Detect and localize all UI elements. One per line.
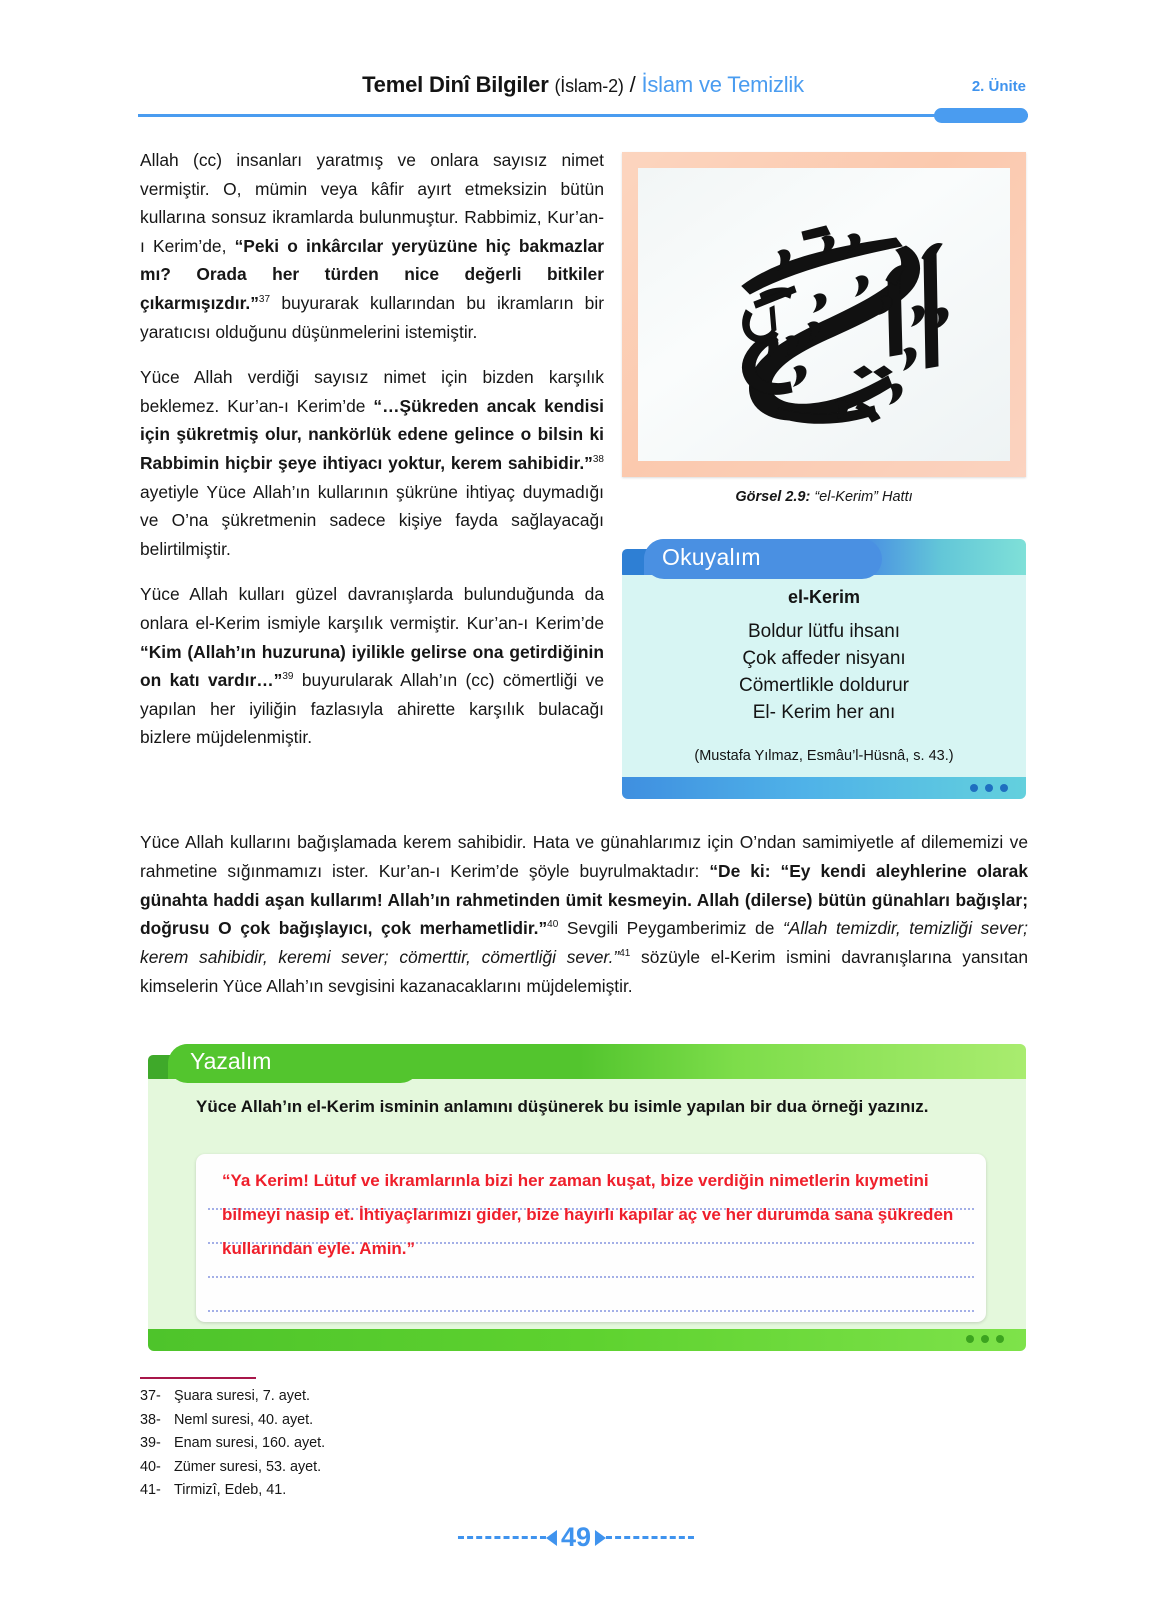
- title-section: İslam ve Temizlik: [641, 72, 804, 97]
- footnote-number: 37-: [140, 1388, 161, 1404]
- yazalim-answer-card[interactable]: [196, 1154, 986, 1322]
- okuyalim-dots: [970, 784, 1008, 792]
- okuyalim-bottombar: [622, 777, 1026, 799]
- footer-arrow-left-icon: [546, 1530, 557, 1546]
- p3-pre: Yüce Allah kulları güzel davranışlarda bulunduğunda da onlara el-Kerim ismiyle karşılık vermiştir. Kur’an-ı Kerim’de: [140, 584, 604, 633]
- okuyalim-poem-line: Boldur lütfu ihsanı: [747, 621, 901, 642]
- p4-part3: sözüyle el-Kerim ismini davranışlarına yansıtan kimselerin Yüce Allah’ın sevgisini kazanacaklarını müjdelemiştir.: [140, 947, 1028, 996]
- p1-pre: Allah (cc) insanları yaratmış ve onlara sayısız nimet vermiştir. O, mümin veya kâfir ayırt etmeksizin bütün kullarına sonsuz ikramlarda bulunmuştur. Rabbimiz, Kur’an-ı Kerim’de,: [140, 150, 604, 256]
- yazalim-box: [148, 1036, 1026, 1356]
- yazalim-prompt: Yüce Allah’ın el-Kerim isminin anlamını düşünerek bu isimle yapılan bir dua örneği yazınız.: [196, 1097, 929, 1116]
- p3-post: buyurularak Allah’ın (cc) cömertliği ve yapılan her iyiliğin fazlasıyla ahirette karşılık bulacağı bizlere müjdelenmiştir.: [140, 670, 604, 748]
- p4-part1: Yüce Allah kullarını bağışlamada kerem sahibidir. Hata ve günahlarımız için O’ndan samimiyetle af dilememizi ve rahmetine sığınmamızı ister. Kur’an-ı Kerim’de şöyle buyrulmaktadır:: [140, 832, 1028, 881]
- p4-footnote-marker-1: 40: [547, 919, 559, 931]
- yazalim-bottombar: [148, 1329, 1026, 1351]
- paragraph-2: [140, 363, 604, 563]
- figure-caption-text: “el-Kerim” Hattı: [810, 489, 913, 505]
- p2-footnote-marker: 38: [592, 454, 604, 466]
- paragraph-4: [140, 828, 1028, 1001]
- title-separator: /: [629, 72, 636, 97]
- okuyalim-source: (Mustafa Yılmaz, Esmâu’l-Hüsnâ, s. 43.): [694, 748, 954, 764]
- footnote-number: 41-: [140, 1482, 161, 1498]
- footnote-item: [140, 1479, 640, 1503]
- footnote-text: Zümer suresi, 53. ayet.: [174, 1458, 322, 1475]
- unit-label: 2. Ünite: [971, 78, 1026, 95]
- body-left-column: [140, 146, 604, 769]
- footnote-number: 39-: [140, 1435, 161, 1451]
- page-footer: [0, 1524, 1152, 1566]
- footnote-text: Şuara suresi, 7. ayet.: [174, 1388, 310, 1404]
- okuyalim-box: [622, 531, 1026, 799]
- okuyalim-title: el-Kerim: [787, 587, 861, 607]
- footnote-text: Tirmizî, Edeb, 41.: [174, 1482, 287, 1498]
- page-number: 49: [560, 1522, 592, 1552]
- footnote-number: 38-: [140, 1411, 161, 1428]
- footnote-item: [140, 1385, 640, 1409]
- header-rule: [138, 114, 1028, 117]
- p2-pre: Yüce Allah verdiği sayısız nimet için bizden karşılık beklemez. Kur’an-ı Kerim’de: [140, 367, 604, 416]
- p1-quote: “Peki o inkârcılar yeryüzüne hiç bakmazlar mı? Orada her türden nice değerli bitkiler çıkarmışızdır.”: [140, 235, 604, 313]
- page-title: [138, 72, 1028, 98]
- header-pill: [934, 108, 1028, 123]
- title-subtitle: (İslam-2): [554, 76, 624, 96]
- footnotes-list: [140, 1385, 640, 1503]
- footnote-number: 40-: [140, 1458, 161, 1475]
- footer-arrow-right-icon: [595, 1530, 606, 1546]
- p2-post: ayetiyle Yüce Allah’ın kullarının şükrüne ihtiyaç duymadığı ve O’na şükretmenin sadece kişiye fayda sağlayacağı belirtilmiştir.: [140, 481, 604, 559]
- calligraphy-icon: [674, 190, 974, 440]
- okuyalim-poem-line: El- Kerim her anı: [752, 702, 896, 723]
- p3-quote: “Kim (Allah’ın huzuruna) iyilikle gelirse ona getirdiğinin on katı vardır…”: [140, 641, 604, 691]
- footnote-text: Enam suresi, 160. ayet.: [174, 1435, 326, 1451]
- p4-part2: Sevgili Peygamberimiz de: [558, 918, 783, 939]
- yazalim-answer-text[interactable]: “Ya Kerim! Lütuf ve ikramlarınla bizi her zaman kuşat, bize verdiğin nimetlerin kıymetini bilmeyi nasip et. İhtiyaçlarımızı gider, bize hayırlı kapılar aç ve her durumda sana şükreden kullarından eyle. Amin.”: [222, 1171, 954, 1258]
- p2-quote: “…Şükreden ancak kendisi için şükretmiş olur, nankörlük edene gelince o bilsin ki Rabbimin hiçbir şeye ihtiyacı yoktur, kerem sahibidir.”: [140, 395, 604, 473]
- figure-image: [622, 152, 1026, 477]
- p1-post: buyurarak kullarından bu ikramların bir yaratıcısı olduğunu düşünmelerini istemiştir.: [140, 292, 604, 342]
- page-header: [138, 72, 1028, 120]
- footer-dash-right: [606, 1536, 694, 1539]
- p4-footnote-marker-2: 41: [619, 948, 631, 960]
- okuyalim-poem-line: Cömertlikle doldurur: [738, 675, 909, 696]
- p4-hadith: “Allah temizdir, temizliği sever; kerem sahibidir, keremi sever; cömerttir, cömertliği sever.”: [140, 918, 1028, 968]
- footnote-item: [140, 1432, 640, 1456]
- figure-caption: [622, 489, 1026, 505]
- p3-footnote-marker: 39: [282, 671, 294, 683]
- paragraph-3: [140, 580, 604, 752]
- footnote-text: Neml suresi, 40. ayet.: [174, 1411, 314, 1428]
- figure-caption-label: Görsel 2.9:: [735, 489, 811, 505]
- footnote-item: [140, 1456, 640, 1480]
- okuyalim-poem-line: Çok affeder nisyanı: [742, 648, 906, 669]
- footer-dash-left: [458, 1536, 546, 1539]
- okuyalim-body: [622, 575, 1026, 777]
- okuyalim-tab-label: Okuyalım: [662, 544, 761, 570]
- yazalim-dots: [966, 1335, 1004, 1343]
- p1-footnote-marker: 37: [258, 294, 271, 306]
- body-full-width: [140, 828, 1028, 1001]
- paragraph-1: [140, 146, 604, 346]
- page-number-wrap: [458, 1524, 694, 1551]
- title-main: Temel Dinî Bilgiler: [362, 72, 549, 97]
- okuyalim-content: [622, 575, 1026, 764]
- picture-canvas: [638, 168, 1010, 461]
- picture-frame: [622, 152, 1026, 477]
- yazalim-tab-label: Yazalım: [190, 1048, 272, 1074]
- footnote-rule: [140, 1377, 256, 1379]
- footnote-item: [140, 1409, 640, 1433]
- p4-quote: “De ki: “Ey kendi aleyhlerine olarak günahta haddi aşan kullarım! Allah’ın rahmetinden ümit kesmeyin. Allah (dilerse) bütün günahları bağışlar; doğrusu O çok bağışlayıcı, çok merhametlidir.”: [140, 860, 1028, 939]
